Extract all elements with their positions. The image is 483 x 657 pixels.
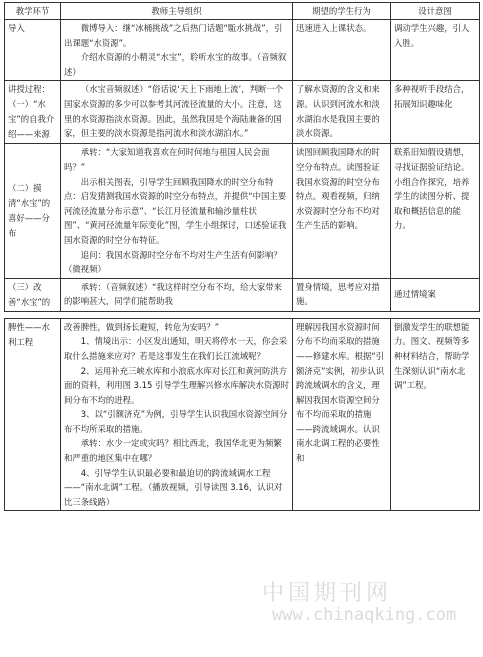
teacher-paragraph: 承转：“大家知道我喜欢在何时何地与祖国人民会面吗？” <box>64 147 270 172</box>
teacher-paragraph: 1、情境出示：小区发出通知，明天将停水一天，你会采取什么措施来应对？若是这事发生在我们长江流域呢？ <box>64 336 288 361</box>
student-cell: 读图回顾我国降水的时空分布特点。读图验证我国水资源的时空分布特点。观看视频，归纳水资源时空分布不均对生产生活的影响。 <box>293 144 391 278</box>
intent-cell: 通过情境案 <box>391 278 480 311</box>
student-cell: 置身情境，思考应对措施。 <box>293 278 391 311</box>
teacher-paragraph: 2、运用补充三峡水库和小浪底水库对长江和黄河防洪方面的资料，利用图 3.15 引导学生理解兴修水库解决水资源时间分布不均的进程。 <box>64 365 289 405</box>
teacher-paragraph: 承转：（音频叙述）“我这样时空分布不均，给大家带来的影响甚大，同学们能帮助我 <box>64 281 282 307</box>
table-header-row <box>5 3 480 20</box>
intent-cell: 倒激发学生的联想能力。图文、视频等多种材料结合，帮助学生深刻认识“南水北调”工程。 <box>391 318 480 511</box>
header-intent: 设计意图 <box>391 3 480 20</box>
table-row <box>5 20 480 81</box>
teacher-paragraph: （水宝音频叙述）“俗话说‘天上下雨地上流’，判断一个国家水资源的多少可以参考其河流径流量的大小。注意，这里的水资源指淡水资源。因此，虽然我国是个海陆兼备的国家，但主要的淡水资源是指河流水和淡水湖泊水。” <box>64 84 284 139</box>
teacher-paragraph: 承转：水少一定或灾吗？相比西北，我国华北更为频繁和严重的地区集中在哪？ <box>64 438 282 464</box>
teacher-paragraph: 出示相关图表，引导学生回顾我国降水的时空分布特点：启发猜测我国水资源的时空分布特点，并提供“中国主要河流径流量分布示意”、“长江月径流量和输沙量柱状图”、“黄河径流量年际变化”图，学生小组探讨，口述验证我国水资源的时空分布特征。 <box>64 176 287 245</box>
watermark-cn: 中国期刊网 <box>262 581 393 606</box>
teacher-paragraph: 微博导入：继“冰桶挑战”之后热门话题“駈水挑战”，引出课题“水资源”。 <box>64 23 283 48</box>
teacher-paragraph: 4、引导学生认识最必要和最迫切的跨流域调水工程——“南水北调”工程。（播放视频，引导读图 3.16，认识对比三条线路） <box>64 467 283 507</box>
student-cell: 了解水资源的含义和来源。认识到河流水和淡水湖泊水是我国主要的淡水资源。 <box>293 81 391 144</box>
teacher-cell <box>61 20 293 81</box>
teacher-paragraph: 追问：我国水资源时空分布不均对生产生活有何影响？（微视频） <box>64 249 282 275</box>
student-cell: 迅速进入上课状态。 <box>293 20 391 81</box>
teacher-cell <box>61 144 293 278</box>
lesson-plan-table-bottom <box>4 318 480 512</box>
lesson-plan-table-top <box>4 2 480 312</box>
teacher-paragraph: 改善脾性，做到扬长避短，转危为安吗？” <box>64 321 220 332</box>
header-teacher: 教师主导组织 <box>61 3 293 20</box>
table-row <box>5 278 480 311</box>
phase-cell: 脾性——水利工程 <box>5 318 61 511</box>
intent-cell: 联系旧知假设猜想，寻找证据验证结论。小组合作探究，培养学生的读图分析、提取和概括信息的能力。 <box>391 144 480 278</box>
watermark <box>262 576 482 625</box>
intent-cell: 调动学生兴趣，引人入胜。 <box>391 20 480 81</box>
teacher-cell <box>61 81 293 144</box>
header-student: 期望的学生行为 <box>293 3 391 20</box>
phase-cell: （三）改善“水宝”的 <box>5 278 61 311</box>
intent-cell: 多种视听手段结合，拓展知识趣味化 <box>391 81 480 144</box>
phase-cell: 导入 <box>5 20 61 81</box>
student-cell: 理解因我国水资源时间分布不均而采取的措施——修建水库。根据“引额济克”实例，初步认识跨流域调水的含义，理解因我国水资源空间分布不均而采取的措施——跨流域调水。认识南水北调工程的必要性和 <box>293 318 391 511</box>
header-phase: 教学环节 <box>5 3 61 20</box>
teacher-paragraph: 3、以“引额济克”为例，引导学生认识我国水资源空间分布不均所采取的措施。 <box>64 409 288 434</box>
phase-cell: （二）摸清“水宝”的喜好——分布 <box>5 144 61 278</box>
table-row <box>5 318 480 511</box>
teacher-cell <box>61 278 293 311</box>
lesson-plan-sheet <box>4 2 479 511</box>
watermark-url: www.chinaqking.com <box>272 605 457 625</box>
teacher-cell <box>61 318 293 511</box>
table-row <box>5 81 480 144</box>
teacher-paragraph: 介绍水资源的小精灵“水宝”，聆听水宝的故事。（音频叙述） <box>64 52 287 77</box>
table-row <box>5 144 480 278</box>
phase-cell: 讲授过程：（一）“水宝”的自我介绍——来源 <box>5 81 61 144</box>
